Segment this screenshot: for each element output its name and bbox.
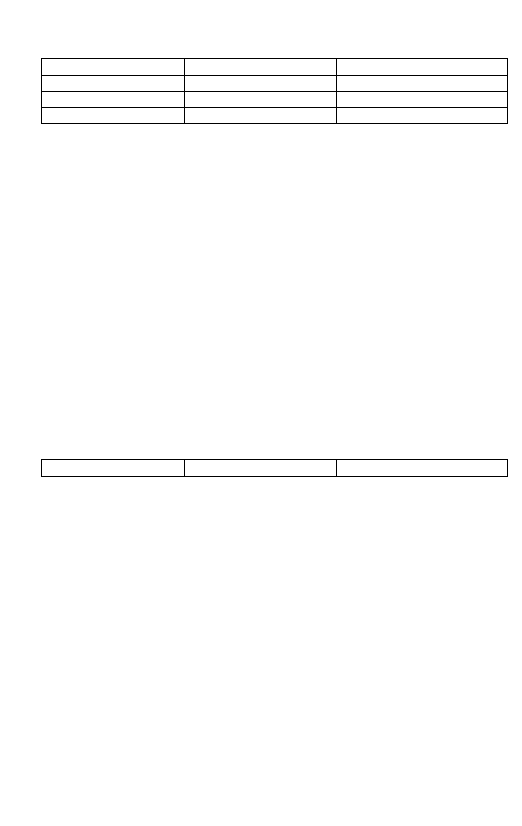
fulltime-degree-table <box>41 58 508 124</box>
header-college <box>337 59 508 76</box>
field-cell <box>185 108 337 124</box>
header-field <box>185 460 337 477</box>
degree-category-cell <box>42 76 185 92</box>
header-college <box>337 460 508 477</box>
table-header-row <box>42 59 508 76</box>
table-row <box>42 108 508 124</box>
header-category <box>42 460 185 477</box>
college-cell <box>337 92 508 108</box>
college-cell <box>337 76 508 92</box>
degree-category-cell <box>42 92 185 108</box>
field-cell <box>185 76 337 92</box>
field-cell <box>185 92 337 108</box>
table-header-row <box>42 460 508 477</box>
table-row <box>42 92 508 108</box>
degree-category-cell <box>42 108 185 124</box>
parttime-degree-table <box>41 459 508 477</box>
college-cell <box>337 108 508 124</box>
table-row <box>42 76 508 92</box>
header-field <box>185 59 337 76</box>
header-category <box>42 59 185 76</box>
